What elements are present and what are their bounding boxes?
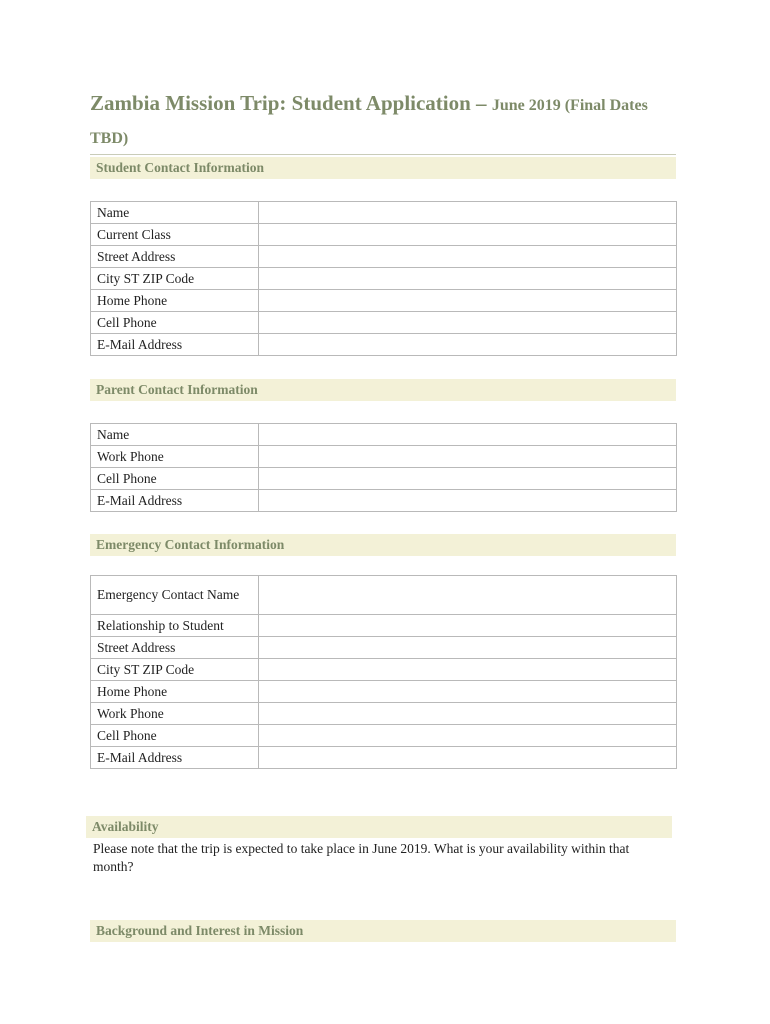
field-label: Home Phone [91, 290, 259, 312]
student-contact-table [90, 201, 677, 356]
field-label: Street Address [91, 246, 259, 268]
emergency-contact-table [90, 575, 677, 769]
page-title-main: Zambia Mission Trip: Student Application – [90, 91, 492, 115]
field-value-cell[interactable] [258, 725, 676, 747]
section-header-parent: Parent Contact Information [90, 379, 676, 401]
table-row [91, 681, 677, 703]
field-value-cell[interactable] [258, 681, 676, 703]
field-value-cell[interactable] [258, 703, 676, 725]
field-value-cell[interactable] [258, 446, 676, 468]
field-label: Work Phone [91, 446, 259, 468]
field-value-cell[interactable] [258, 576, 676, 615]
table-row [91, 659, 677, 681]
page-title-block [90, 86, 676, 155]
section-header-background: Background and Interest in Mission [90, 920, 676, 942]
table-row [91, 637, 677, 659]
field-label: Cell Phone [91, 725, 259, 747]
field-label: Cell Phone [91, 312, 259, 334]
field-label: Relationship to Student [91, 615, 259, 637]
field-value-cell[interactable] [258, 490, 676, 512]
table-row [91, 312, 677, 334]
field-value-cell[interactable] [258, 246, 676, 268]
field-value-cell[interactable] [258, 268, 676, 290]
table-row [91, 424, 677, 446]
field-label: City ST ZIP Code [91, 268, 259, 290]
field-label: Name [91, 424, 259, 446]
field-label: Work Phone [91, 703, 259, 725]
table-row [91, 290, 677, 312]
field-label: E-Mail Address [91, 490, 259, 512]
table-row [91, 268, 677, 290]
table-row [91, 703, 677, 725]
field-value-cell[interactable] [258, 659, 676, 681]
field-label: Current Class [91, 224, 259, 246]
field-value-cell[interactable] [258, 747, 676, 769]
field-label: City ST ZIP Code [91, 659, 259, 681]
field-value-cell[interactable] [258, 468, 676, 490]
table-row [91, 576, 677, 615]
field-value-cell[interactable] [258, 615, 676, 637]
field-value-cell[interactable] [258, 290, 676, 312]
table-row [91, 202, 677, 224]
field-label: Emergency Contact Name [91, 576, 259, 615]
table-row [91, 246, 677, 268]
field-value-cell[interactable] [258, 312, 676, 334]
table-row [91, 446, 677, 468]
field-label: E-Mail Address [91, 747, 259, 769]
field-value-cell[interactable] [258, 224, 676, 246]
field-value-cell[interactable] [258, 424, 676, 446]
table-row [91, 747, 677, 769]
field-value-cell[interactable] [258, 202, 676, 224]
availability-question: Please note that the trip is expected to take place in June 2019. What is your availability within that month? [93, 841, 630, 874]
field-value-cell[interactable] [258, 334, 676, 356]
section-header-student: Student Contact Information [90, 157, 676, 179]
table-row [91, 725, 677, 747]
field-label: Home Phone [91, 681, 259, 703]
section-header-emergency: Emergency Contact Information [90, 534, 676, 556]
field-value-cell[interactable] [258, 637, 676, 659]
field-label: Street Address [91, 637, 259, 659]
table-row [91, 224, 677, 246]
table-row [91, 468, 677, 490]
page-title-subtitle: June 2019 (Final Dates TBD) [90, 97, 648, 147]
table-row [91, 334, 677, 356]
parent-contact-table [90, 423, 677, 512]
field-label: Name [91, 202, 259, 224]
field-label: Cell Phone [91, 468, 259, 490]
page-title [90, 86, 676, 152]
table-row [91, 615, 677, 637]
section-header-availability: Availability [86, 816, 672, 838]
field-label: E-Mail Address [91, 334, 259, 356]
table-row [91, 490, 677, 512]
